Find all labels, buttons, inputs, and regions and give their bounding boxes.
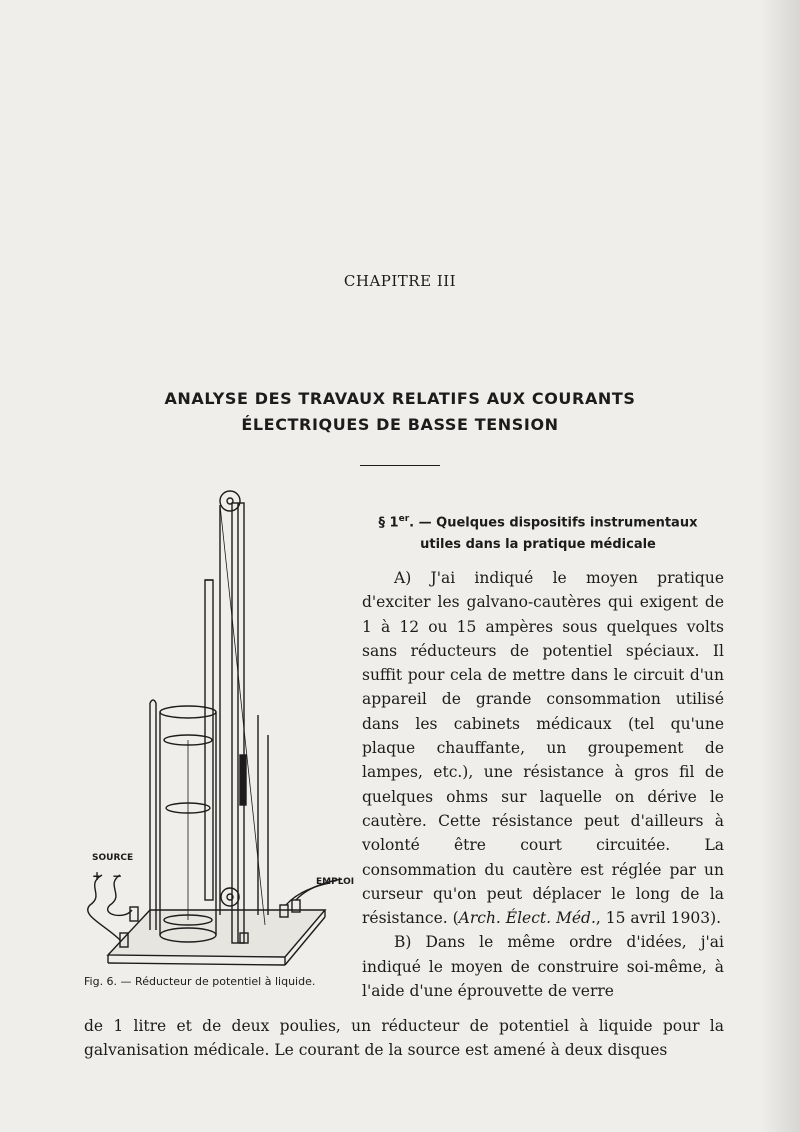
section-number: § 1 bbox=[378, 515, 399, 531]
title-divider bbox=[360, 465, 440, 466]
section-title: . — Quelques dispositifs instrumentaux bbox=[409, 515, 698, 531]
figure-liquid-potential-reducer bbox=[80, 485, 355, 975]
text-column bbox=[362, 566, 724, 1003]
paragraph-a-citation: Arch. Élect. Méd. bbox=[458, 909, 596, 928]
figure-caption: Fig. 6. — Réducteur de potentiel à liquide. bbox=[84, 975, 316, 988]
label-minus: − bbox=[112, 869, 123, 883]
label-plus: + bbox=[92, 869, 103, 883]
title-line-1: ANALYSE DES TRAVAUX RELATIFS AUX COURANTS bbox=[164, 389, 636, 408]
label-source: SOURCE bbox=[92, 853, 134, 863]
section-title-line-2: utiles dans la pratique médicale bbox=[420, 537, 656, 553]
title-line-2: ÉLECTRIQUES DE BASSE TENSION bbox=[241, 415, 559, 434]
paragraph-a bbox=[362, 566, 724, 930]
section-number-sup: er bbox=[398, 514, 410, 524]
section-heading bbox=[352, 508, 724, 556]
page-edge-shadow bbox=[760, 0, 800, 1132]
paragraph-b-continuation: de 1 litre et de deux poulies, un réducteur de potentiel à liquide pour la galvanisation médicale. Le courant de la source est amené à deux disques bbox=[84, 1017, 724, 1060]
paragraph-b-start: B) Dans le même ordre d'idées, j'ai indiqué le moyen de construire soi-même, à l'aide d'une éprouvette de verre bbox=[362, 933, 724, 1001]
apparatus-illustration bbox=[80, 485, 355, 975]
paragraph-a-date: , 15 avril 1903). bbox=[595, 909, 722, 928]
label-emploi: EMPLOI bbox=[316, 877, 355, 887]
chapter-heading: CHAPITRE III bbox=[343, 272, 457, 290]
paragraph-a-text: A) J'ai indiqué le moyen pratique d'exciter les galvano-cautères qui exigent de 1 à 12 ou 15 ampères sous quelques volts sans réducteurs de potentiel spéciaux. Il suffit pour cela de mettre dans le circuit d'un appareil de grande consommation utilisé dans les cabinets médicaux (tel qu'une plaque chauffante, un groupement de lampes, etc.), une résistance à gros fil de quelques ohms sur laquelle on dérive le cautère. Cette résistance peut d'ailleurs à volonté être court circuitée. La consommation du cautère est réglée par un curseur qu'on peut déplacer le long de la résistance. ( bbox=[362, 569, 724, 928]
chapter-title bbox=[0, 386, 800, 438]
